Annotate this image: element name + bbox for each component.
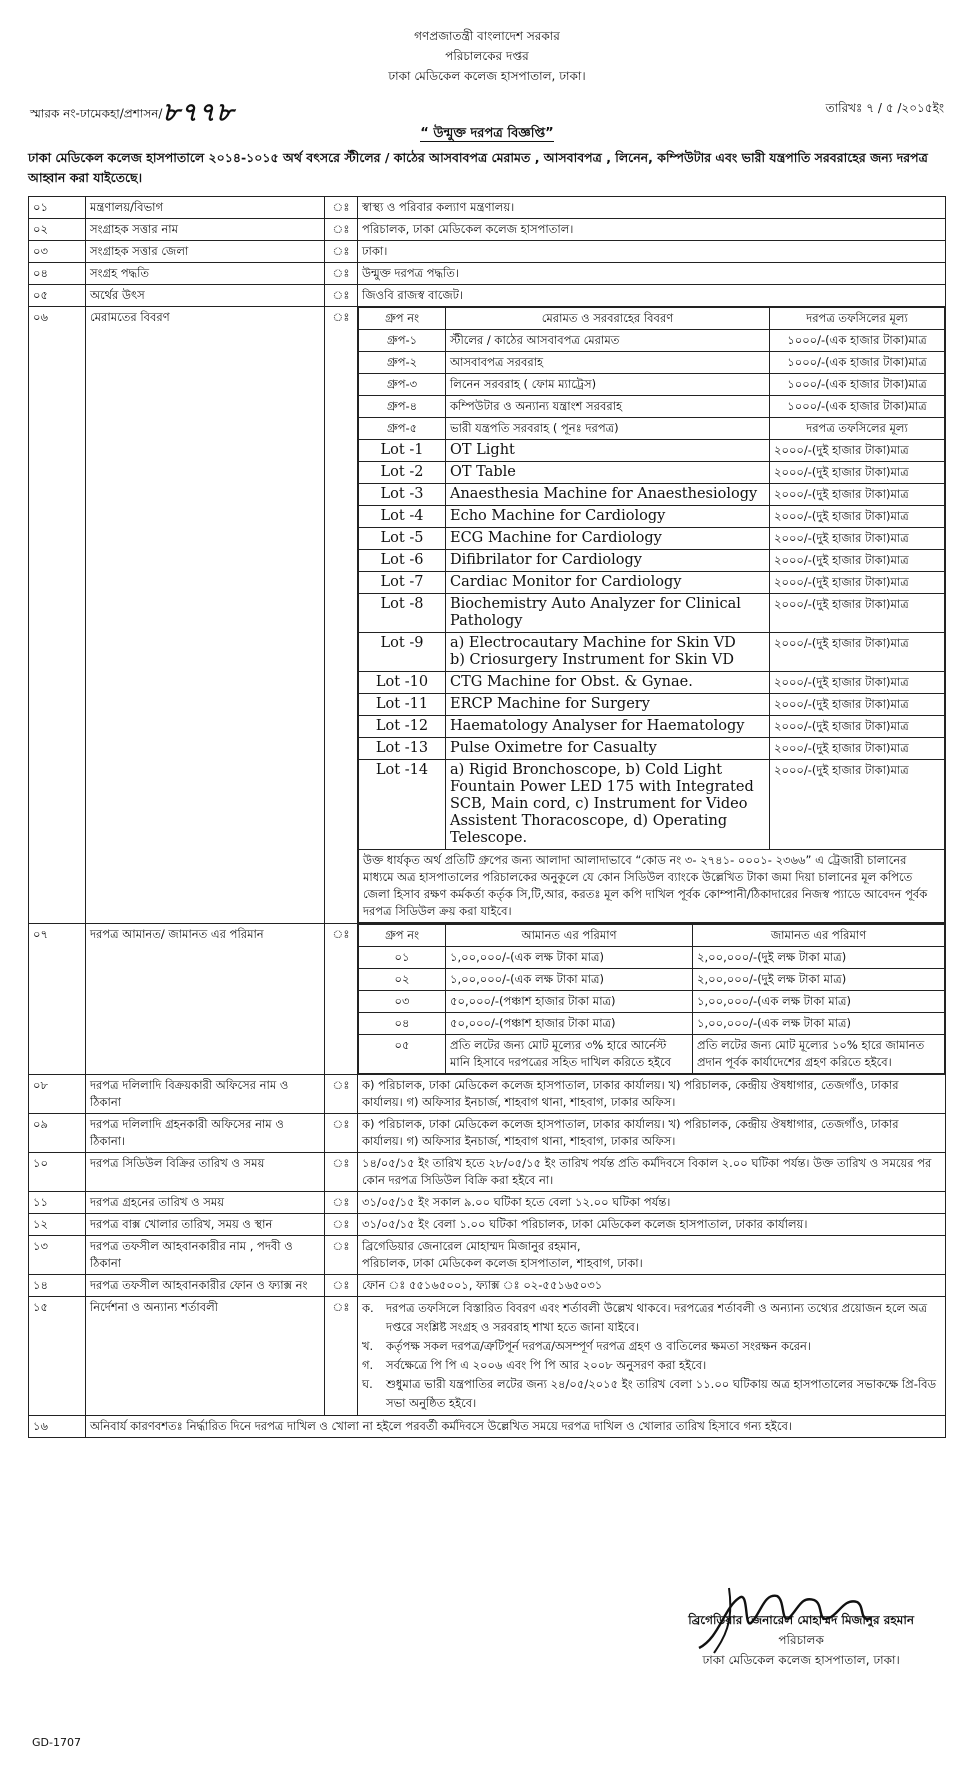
lot-number: Lot -5: [359, 528, 446, 550]
row-label: দরপত্র বাক্স খোলার তারিখ, সময় ও স্থান: [86, 1214, 325, 1236]
group-row: [359, 374, 945, 396]
row-number: ১৩: [29, 1236, 86, 1275]
row-number: ০৫: [29, 285, 86, 307]
group-number: গ্রুপ-২: [359, 352, 446, 374]
row-colon: ঃ: [325, 285, 358, 307]
row-number: ০৭: [29, 924, 86, 1075]
lot-row: [359, 716, 945, 738]
lot-description: a) Electrocautary Machine for Skin VD b) Criosurgery Instrument for Skin VD: [446, 633, 770, 672]
lot-description: Biochemistry Auto Analyzer for Clinical Pathology: [446, 594, 770, 633]
column-header: গ্রুপ নং: [359, 925, 446, 947]
instruction-key: গ.: [362, 1358, 374, 1372]
instruction-key: ঘ.: [362, 1377, 373, 1391]
lot-row: [359, 528, 945, 550]
performance-security: প্রতি লটের জন্য মোট মূল্যের ১০% হারে জামানত প্রদান পূর্বক কার্যাদেশের গ্রহণ করিতে হইবে।: [693, 1035, 945, 1074]
row-label: দরপত্র তফসীল আহবানকারীর ফোন ও ফ্যাক্স নং: [86, 1275, 325, 1297]
lot-number: Lot -8: [359, 594, 446, 633]
force-majeure-row: [29, 1416, 946, 1438]
row-value: ৩১/০৫/১৫ ইং সকাল ৯.০০ ঘটিকা হতে বেলা ১২.০০ ঘটিকা পর্যন্ত।: [358, 1192, 946, 1214]
instruction-text: দরপত্র তফসিলে বিস্তারিত বিবরণ এবং শর্তাবলী উল্লেখ থাকবে। দরপত্রের শর্তাবলী ও অন্যান্য তথ্যের প্রয়োজন হলে অত্র দপ্তরে সংশ্লিষ্ট সংগ্রহ ও সরবরাহ শাখা হতে জানা যাইবে।: [386, 1301, 928, 1334]
row-colon: ঃ: [325, 1214, 358, 1236]
group-number: গ্রুপ-৩: [359, 374, 446, 396]
lot-row: [359, 484, 945, 506]
row-colon: ঃ: [325, 1075, 358, 1114]
row-number: ১২: [29, 1214, 86, 1236]
row-colon: ঃ: [325, 1297, 358, 1416]
lot-price: ২০০০/-(দুই হাজার টাকা)মাত্র: [770, 738, 945, 760]
row-label: সংগ্রাহক সত্তার জেলা: [86, 241, 325, 263]
instruction-key: ক.: [362, 1301, 374, 1315]
group-row: [359, 330, 945, 352]
instruction-text: শুধুমাত্র ভারী যন্ত্রপাতির লটের জন্য ২৪/০৫/২০১৫ ইং তারিখ বেলা ১১.০০ ঘটিকায় অত্র হাসপাতালের সভাকক্ষে প্রি-বিড সভা অনুষ্ঠিত হইবে।: [386, 1377, 937, 1410]
row-number: ০১: [29, 197, 86, 219]
row-colon: ঃ: [325, 1275, 358, 1297]
group-price: ১০০০/-(এক হাজার টাকা)মাত্র: [770, 374, 945, 396]
group-description: স্টীলের / কাঠের আসবাবপত্র মেরামত: [446, 330, 770, 352]
lot-price: ২০০০/-(দুই হাজার টাকা)মাত্র: [770, 716, 945, 738]
lot-row: [359, 572, 945, 594]
header-line-1: গণপ্রজাতন্ত্রী বাংলাদেশ সরকার: [414, 29, 560, 43]
security-row: [359, 969, 945, 991]
header-line-3: ঢাকা মেডিকেল কলেজ হাসপাতাল, ঢাকা।: [388, 69, 586, 83]
row-number: ১৫: [29, 1297, 86, 1416]
row-label: দরপত্র গ্রহনের তারিখ ও সময়: [86, 1192, 325, 1214]
memo-label: স্মারক নং-ঢামেকহা/প্রশাসন/: [30, 106, 163, 121]
lot-description: ERCP Machine for Surgery: [446, 694, 770, 716]
lot-description: OT Light: [446, 440, 770, 462]
group-number: ০৩: [359, 991, 446, 1013]
detail-row: [29, 1153, 946, 1192]
lot-number: Lot -10: [359, 672, 446, 694]
group-number: ০৫: [359, 1035, 446, 1074]
lot-description: Pulse Oximetre for Casualty: [446, 738, 770, 760]
row-number: ০২: [29, 219, 86, 241]
lot-number: Lot -11: [359, 694, 446, 716]
lot-number: Lot -7: [359, 572, 446, 594]
group-description: আসবাবপত্র সরবরাহ: [446, 352, 770, 374]
detail-row: [29, 1214, 946, 1236]
row-colon: ঃ: [325, 241, 358, 263]
lot-description: Anaesthesia Machine for Anaesthesiology: [446, 484, 770, 506]
row-colon: ঃ: [325, 307, 358, 924]
row-label: সংগ্রহ পদ্ধতি: [86, 263, 325, 285]
performance-security: ১,০০,০০০/-(এক লক্ষ টাকা মাত্র): [693, 1013, 945, 1035]
group-number: গ্রুপ-১: [359, 330, 446, 352]
header-line-2: পরিচালকের দপ্তর: [445, 49, 529, 63]
instruction-item: [362, 1299, 941, 1337]
row-value: পরিচালক, ঢাকা মেডিকেল কলেজ হাসপাতাল।: [358, 219, 946, 241]
group-row: [359, 396, 945, 418]
detail-row: [29, 1114, 946, 1153]
lot-number: Lot -3: [359, 484, 446, 506]
row-value: ঢাকা।: [358, 241, 946, 263]
date-value: ৭ / ৫ /২০১৫ইং: [866, 101, 944, 115]
repair-details-row: [29, 307, 946, 924]
performance-security: ১,০০,০০০/-(এক লক্ষ টাকা মাত্র): [693, 991, 945, 1013]
lot-number: Lot -2: [359, 462, 446, 484]
group-price: ১০০০/-(এক হাজার টাকা)মাত্র: [770, 330, 945, 352]
detail-row: [29, 263, 946, 285]
row-number: ০৩: [29, 241, 86, 263]
force-majeure-text: অনিবার্য কারণবশতঃ নির্দ্ধারিত দিনে দরপত্র দাখিল ও খোলা না হইলে পরবর্তী কর্মদিবসে উল্লেখিত সময়ে দরপত্র দাখিল ও খোলার তারিখ হিসাবে গন্য হইবে।: [86, 1416, 946, 1438]
date-label: তারিখঃ: [825, 101, 863, 115]
lot-number: Lot -12: [359, 716, 446, 738]
earnest-money: ১,০০,০০০/-(এক লক্ষ টাকা মাত্র): [446, 969, 693, 991]
row-colon: ঃ: [325, 1236, 358, 1275]
row-colon: ঃ: [325, 1192, 358, 1214]
earnest-money: ৫০,০০০/-(পঞ্চাশ হাজার টাকা মাত্র): [446, 1013, 693, 1035]
row-number: ১১: [29, 1192, 86, 1214]
lot-row: [359, 738, 945, 760]
instruction-item: [362, 1375, 941, 1413]
row-label: দরপত্র আমানত/ জামানত এর পরিমান: [86, 924, 325, 1075]
group-description: লিনেন সরবরাহ ( ফোম ম্যাট্রেস): [446, 374, 770, 396]
earnest-money: প্রতি লটের জন্য মোট মূল্যের ৩% হারে আর্নেস্ট মানি হিসাবে দরপত্রের সহিত দাখিল করিতে হইবে: [446, 1035, 693, 1074]
earnest-money: ১,০০,০০০/-(এক লক্ষ টাকা মাত্র): [446, 947, 693, 969]
lot-description: OT Table: [446, 462, 770, 484]
signatory-designation: পরিচালক: [778, 1633, 824, 1647]
performance-security: ২,০০,০০০/-(দুই লক্ষ টাকা মাত্র): [693, 947, 945, 969]
security-table-header: [359, 925, 945, 947]
row-label: অর্থের উৎস: [86, 285, 325, 307]
lot-number: Lot -1: [359, 440, 446, 462]
row-number: ১৪: [29, 1275, 86, 1297]
row-label: দরপত্র সিডিউল বিক্রির তারিখ ও সময়: [86, 1153, 325, 1192]
security-row: [359, 947, 945, 969]
row-colon: ঃ: [325, 263, 358, 285]
lot-price: ২০০০/-(দুই হাজার টাকা)মাত্র: [770, 760, 945, 850]
lot-number: Lot -13: [359, 738, 446, 760]
group-price: ১০০০/-(এক হাজার টাকা)মাত্র: [770, 396, 945, 418]
group-number: ০২: [359, 969, 446, 991]
column-header: আমানত এর পরিমাণ: [446, 925, 693, 947]
group-price: দরপত্র তফসিলের মূল্য: [770, 418, 945, 440]
instruction-text: কর্তৃপক্ষ সকল দরপত্র/ত্রুটিপূর্ন দরপত্র/অসম্পূর্ণ দরপত্র গ্রহণ ও বাতিলের ক্ষমতা সংরক্ষন করেন।: [386, 1339, 812, 1353]
lot-description: Difibrilator for Cardiology: [446, 550, 770, 572]
row-value: ক) পরিচালক, ঢাকা মেডিকেল কলেজ হাসপাতাল, ঢাকার কার্যালয়। খ) পরিচালক, কেন্দ্রীয় ঔষধাগার, তেজগাঁও, ঢাকার কার্যালয়। গ) অফিসার ইনচার্জ, শাহবাগ থানা, শাহবাগ, ঢাকার অফিস।: [358, 1075, 946, 1114]
lot-price: ২০০০/-(দুই হাজার টাকা)মাত্র: [770, 594, 945, 633]
security-row: [359, 1013, 945, 1035]
lot-row: [359, 506, 945, 528]
lot-row: [359, 594, 945, 633]
row-number: ০৯: [29, 1114, 86, 1153]
signature-block: [688, 1610, 914, 1670]
intro-paragraph: ঢাকা মেডিকেল কলেজ হাসপাতালে ২০১৪-১০১৫ অর্থ বৎসরে স্টীলের / কাঠের আসবাবপত্র মেরামত , আসবাবপত্র , লিনেন, কম্পিউটার এবং ভারী যন্ত্রপাতি সরবরাহের জন্য দরপত্র আহ্বান করা যাইতেছে।: [28, 150, 928, 185]
notice-title: “ উন্মুক্ত দরপত্র বিজ্ঞপ্তি”: [420, 126, 554, 141]
column-header: গ্রুপ নং: [359, 308, 446, 330]
row-label: সংগ্রাহক সত্তার নাম: [86, 219, 325, 241]
row-value: জিওবি রাজস্ব বাজেট।: [358, 285, 946, 307]
lot-price: ২০০০/-(দুই হাজার টাকা)মাত্র: [770, 462, 945, 484]
row-label: দরপত্র তফসীল আহবানকারীর নাম , পদবী ও ঠিকানা: [86, 1236, 325, 1275]
detail-row: [29, 241, 946, 263]
lot-price: ২০০০/-(দুই হাজার টাকা)মাত্র: [770, 672, 945, 694]
lot-row: [359, 440, 945, 462]
row-number: ০৬: [29, 307, 86, 924]
lot-row: [359, 694, 945, 716]
instruction-item: [362, 1356, 941, 1375]
row-value: ৩১/০৫/১৫ ইং বেলা ১.০০ ঘটিকা পরিচালক, ঢাকা মেডিকেল কলেজ হাসপাতাল, ঢাকার কার্যালয়।: [358, 1214, 946, 1236]
column-header: দরপত্র তফসিলের মূল্য: [770, 308, 945, 330]
lot-price: ২০০০/-(দুই হাজার টাকা)মাত্র: [770, 506, 945, 528]
row-colon: ঃ: [325, 197, 358, 219]
group-number: ০৪: [359, 1013, 446, 1035]
tender-details-table: [28, 196, 946, 1438]
footer-code: GD-1707: [32, 1736, 81, 1749]
instruction-text: সর্বক্ষেত্রে পি পি এ ২০০৬ এবং পি পি আর ২০০৮ অনুসরণ করা হইবে।: [386, 1358, 707, 1372]
lot-price: ২০০০/-(দুই হাজার টাকা)মাত্র: [770, 633, 945, 672]
group-number: গ্রুপ-৫: [359, 418, 446, 440]
group-description: কম্পিউটার ও অন্যান্য যন্ত্রাংশ সরবরাহ: [446, 396, 770, 418]
lot-price: ২০০০/-(দুই হাজার টাকা)মাত্র: [770, 484, 945, 506]
detail-row: [29, 1075, 946, 1114]
row-value: উন্মুক্ত দরপত্র পদ্ধতি।: [358, 263, 946, 285]
payment-note-row: [359, 850, 945, 923]
row-value: ১৪/০৫/১৫ ইং তারিখ হতে ২৮/০৫/১৫ ইং তারিখ পর্যন্ত প্রতি কর্মদিবসে বিকাল ২.০০ ঘটিকা পর্যন্ত। উক্ত তারিখ ও সময়ের পর কোন দরপত্র সিডিউল বিক্রি করা হইবে না।: [358, 1153, 946, 1192]
lot-number: Lot -4: [359, 506, 446, 528]
group-description: ভারী যন্ত্রপতি সরবরাহ ( পূনঃ দরপত্র): [446, 418, 770, 440]
lot-row: [359, 633, 945, 672]
row-value: স্বাস্থ্য ও পরিবার কল্যাণ মন্ত্রণালয়।: [358, 197, 946, 219]
lot-row: [359, 462, 945, 484]
group-lot-table: [358, 307, 945, 923]
row-number: ১৬: [29, 1416, 86, 1438]
row-colon: ঃ: [325, 1153, 358, 1192]
lot-row: [359, 550, 945, 572]
lot-row: [359, 672, 945, 694]
row-label: দরপত্র দলিলাদি বিক্রয়কারী অফিসের নাম ও ঠিকানা: [86, 1075, 325, 1114]
memo-handwritten-number: ৮৭৭৮: [162, 98, 235, 128]
lot-number: Lot -9: [359, 633, 446, 672]
column-header: মেরামত ও সরবরাহের বিবরণ: [446, 308, 770, 330]
instructions-row: [29, 1297, 946, 1416]
lot-price: ২০০০/-(দুই হাজার টাকা)মাত্র: [770, 550, 945, 572]
security-row: [359, 1035, 945, 1074]
detail-row: [29, 1275, 946, 1297]
group-number: ০১: [359, 947, 446, 969]
lot-description: ECG Machine for Cardiology: [446, 528, 770, 550]
detail-row: [29, 1236, 946, 1275]
row-value: ফোন ঃ ৫৫১৬৫০০১, ফ্যাক্স ঃ ০২-৫৫১৬৫০৩১: [358, 1275, 946, 1297]
column-header: জামানত এর পরিমাণ: [693, 925, 945, 947]
lot-number: Lot -6: [359, 550, 446, 572]
instruction-item: [362, 1337, 941, 1356]
row-value: ক) পরিচালক, ঢাকা মেডিকেল কলেজ হাসপাতাল, ঢাকার কার্যালয়। খ) পরিচালক, কেন্দ্রীয় ঔষধাগার, তেজগাঁও, ঢাকার কার্যালয়। গ) অফিসার ইনচার্জ, শাহবাগ থানা, শাহবাগ, ঢাকার অফিস।: [358, 1114, 946, 1153]
instructions-cell: [358, 1297, 946, 1416]
detail-row: [29, 219, 946, 241]
security-table: [358, 924, 945, 1074]
security-amount-row: [29, 924, 946, 1075]
row-value: ব্রিগেডিয়ার জেনারেল মোহাম্মদ মিজানুর রহমান, পরিচালক, ঢাকা মেডিকেল কলেজ হাসপাতাল, শাহবাগ, ঢাকা।: [358, 1236, 946, 1275]
row-colon: ঃ: [325, 1114, 358, 1153]
lot-price: ২০০০/-(দুই হাজার টাকা)মাত্র: [770, 528, 945, 550]
group-number: গ্রুপ-৪: [359, 396, 446, 418]
signatory-name: ব্রিগেডিয়ার জেনারেল মোহাম্মদ মিজানুর রহমান: [688, 1613, 914, 1627]
row-label: নির্দেশনা ও অন্যান্য শর্তাবলী: [86, 1297, 325, 1416]
lot-price: ২০০০/-(দুই হাজার টাকা)মাত্র: [770, 440, 945, 462]
row-number: ১০: [29, 1153, 86, 1192]
group-price: ১০০০/-(এক হাজার টাকা)মাত্র: [770, 352, 945, 374]
instruction-key: খ.: [362, 1339, 374, 1353]
earnest-money: ৫০,০০০/-(পঞ্চাশ হাজার টাকা মাত্র): [446, 991, 693, 1013]
group-row: [359, 352, 945, 374]
signatory-office: ঢাকা মেডিকেল কলেজ হাসপাতাল, ঢাকা।: [702, 1653, 900, 1667]
lot-row: [359, 760, 945, 850]
security-amount-cell: [358, 924, 946, 1075]
row-label: মন্ত্রণালয়/বিভাগ: [86, 197, 325, 219]
security-row: [359, 991, 945, 1013]
lot-description: Haematology Analyser for Haematology: [446, 716, 770, 738]
lot-description: Cardiac Monitor for Cardiology: [446, 572, 770, 594]
lot-price: ২০০০/-(দুই হাজার টাকা)মাত্র: [770, 694, 945, 716]
row-colon: ঃ: [325, 924, 358, 1075]
detail-row: [29, 285, 946, 307]
row-number: ০৮: [29, 1075, 86, 1114]
lot-description: CTG Machine for Obst. & Gynae.: [446, 672, 770, 694]
performance-security: ২,০০,০০০/-(দুই লক্ষ টাকা মাত্র): [693, 969, 945, 991]
detail-row: [29, 197, 946, 219]
payment-note: উক্ত ধার্যকৃত অর্থ প্রতিটি গ্রুপের জন্য আলাদা আলাদাভাবে “কোড নং ৩- ২৭৪১- ০০০১- ২৩৬৬” এ ট্রেজারী চালানের মাধ্যমে অত্র হাসপাতালের পরিচালকের অনুকূলে যে কোন সিডিউল ব্যাংকে উল্লেখিত টাকা জমা দিয়া চালানের মূল কপিতে জেলা হিসাব রক্ষণ কর্মকর্তা কর্তৃক সি,টি,আর, করতঃ মূল কপি দাখিল পূর্বক কোম্পানী/ঠিকাদারের নিজস্ব প্যাডে আবেদন পূর্বক দরপত্র সিডিউল ক্রয় করা যাইবে।: [359, 850, 945, 923]
row-number: ০৪: [29, 263, 86, 285]
date: [826, 100, 944, 120]
detail-row: [29, 1192, 946, 1214]
lot-description: a) Rigid Bronchoscope, b) Cold Light Fountain Power LED 175 with Integrated SCB, Main cord, c) Instrument for Video Assistent Thoracoscope, d) Operating Telescope.: [446, 760, 770, 850]
group-table-header: [359, 308, 945, 330]
group-row: [359, 418, 945, 440]
row-label: মেরামতের বিবরণ: [86, 307, 325, 924]
lot-number: Lot -14: [359, 760, 446, 850]
lot-price: ২০০০/-(দুই হাজার টাকা)মাত্র: [770, 572, 945, 594]
lot-description: Echo Machine for Cardiology: [446, 506, 770, 528]
row-label: দরপত্র দলিলাদি গ্রহনকারী অফিসের নাম ও ঠিকানা।: [86, 1114, 325, 1153]
row-colon: ঃ: [325, 219, 358, 241]
repair-details-cell: [358, 307, 946, 924]
